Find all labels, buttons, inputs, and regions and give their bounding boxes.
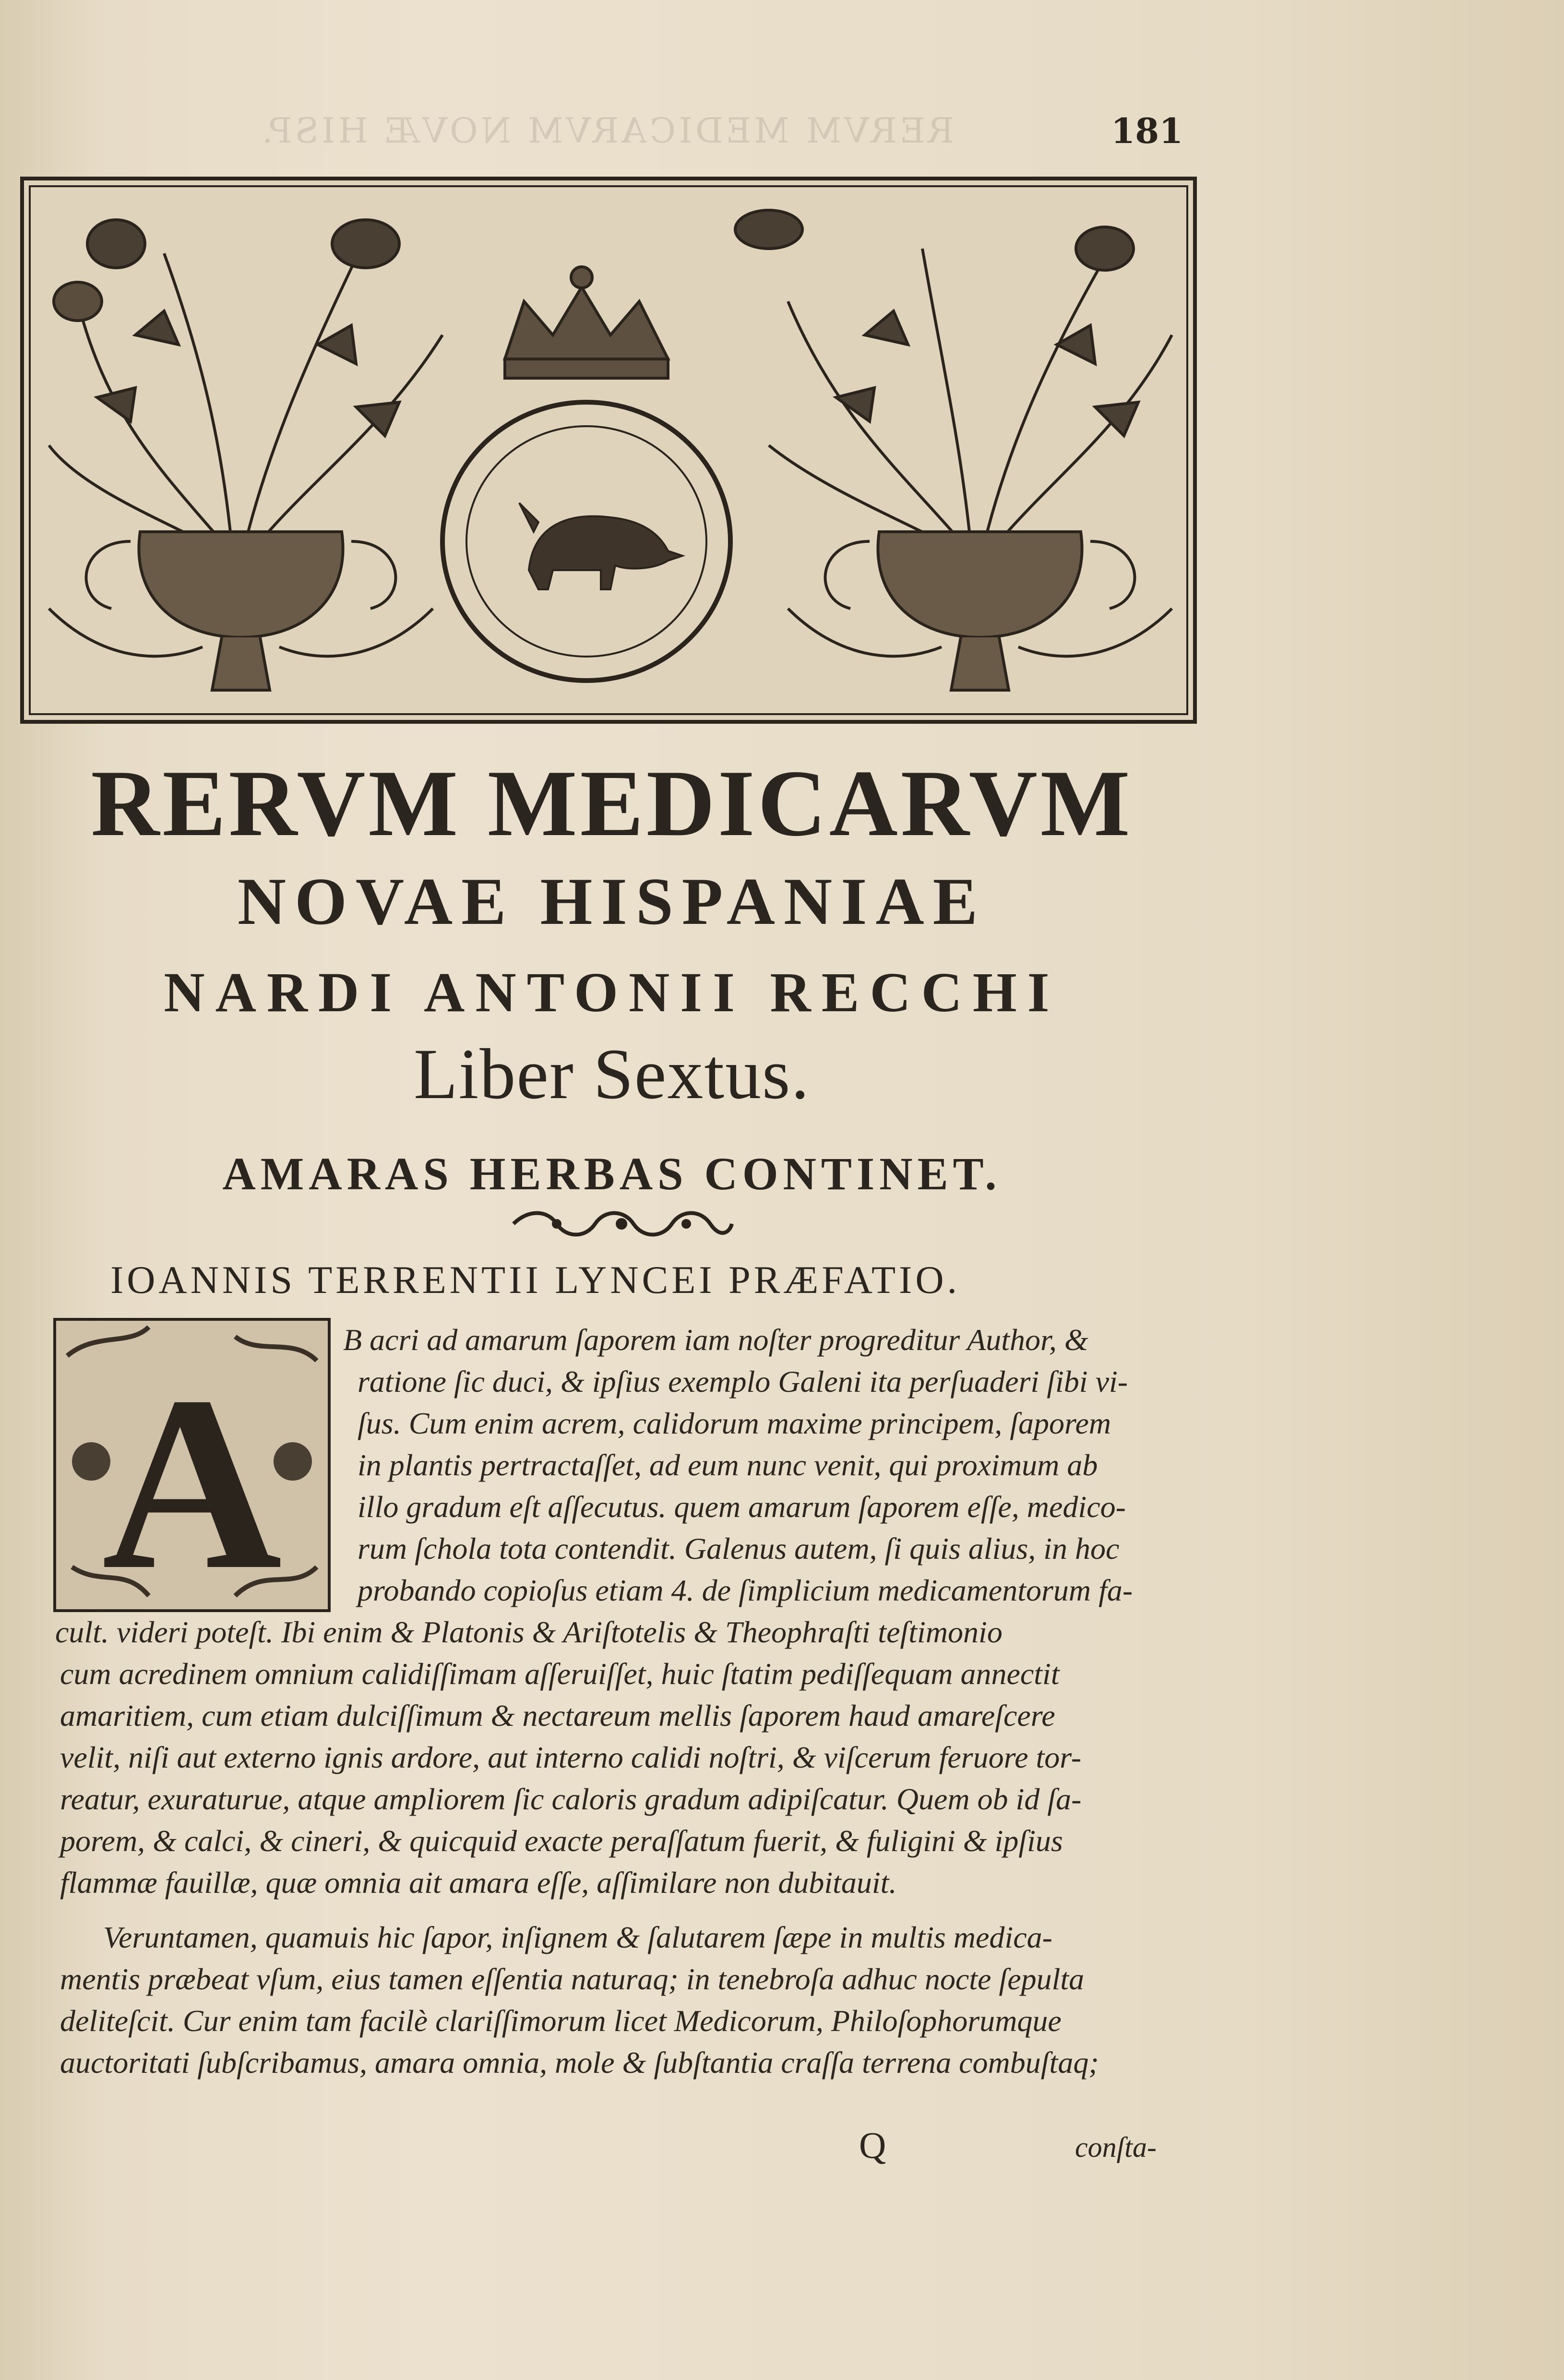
signature-mark: Q [859, 2124, 886, 2166]
preface-line-10: amaritiem, cum etiam dulciſſimum & nectareum mellis ſaporem haud amareſcere [60, 1698, 1055, 1733]
preface-line-13: porem, & calci, & cineri, & quicquid exacte peraſſatum fuerit, & fuligini & ipſius [60, 1824, 1063, 1858]
preface-heading: IOANNIS TERRENTII LYNCEI PRÆFATIO. [110, 1258, 961, 1302]
preface-line-15: Veruntamen, quamuis hic ſapor, inſignem & ſalutarem ſæpe in multis medica- [103, 1920, 1052, 1954]
fleuron-ornament-icon [509, 1209, 734, 1238]
title-line-2: NOVAE HISPANIAE [237, 864, 987, 939]
preface-line-2: ratione ſic duci, & ipſius exemplo Galeni ita perſuaderi ſibi vi- [358, 1364, 1128, 1399]
preface-line-7: probando copioſus etiam 4. de ſimplicium medicamentorum fa- [358, 1573, 1133, 1607]
preface-line-5: illo gradum eſt aſſecutus. quem amarum ſaporem eſſe, medico- [358, 1490, 1126, 1524]
preface-line-12: reatur, exuraturue, atque ampliorem ſic caloris gradum adipiſcatur. Quem ob id ſa- [60, 1782, 1082, 1816]
preface-line-16: mentis præbeat vſum, eius tamen eſſentia naturaq; in tenebroſa adhuc nocte ſepulta [60, 1962, 1085, 1996]
preface-line-9: cum acredinem omnium calidiſſimam aſſeruiſſet, huic ſtatim pediſſequam annectit [60, 1657, 1060, 1691]
preface-line-14: flammæ fauillæ, quæ omnia ait amara eſſe, aſſimilare non dubitauit. [60, 1866, 897, 1900]
title-line-4: Liber Sextus. [414, 1034, 810, 1114]
svg-text:A: A [102, 1345, 282, 1613]
preface-line-1: B acri ad amarum ſaporem iam noſter progreditur Author, & [343, 1323, 1088, 1357]
title-line-1: RERVM MEDICARVM [91, 751, 1133, 856]
running-head-showthrough: RERVM MEDICARVM NOVÆ HISP. [259, 110, 954, 151]
title-line-5: AMARAS HERBAS CONTINET. [222, 1148, 1002, 1199]
woodcut-headpiece [20, 177, 1197, 724]
preface-line-3: ſus. Cum enim acrem, calidorum maxime principem, ſaporem [358, 1406, 1111, 1440]
catchword: conſta- [1075, 2131, 1157, 2163]
preface-line-11: velit, niſi aut externo ignis ardore, aut interno calidi noſtri, & viſcerum feruore tor- [60, 1740, 1082, 1774]
title-line-3: NARDI ANTONII RECCHI [164, 961, 1060, 1024]
preface-line-6: rum ſchola tota contendit. Galenus autem, ſi quis alius, in hoc [358, 1531, 1120, 1566]
preface-line-8: cult. videri poteſt. Ibi enim & Platonis & Ariſtotelis & Theophraſti teſtimonio [55, 1615, 1003, 1649]
page-number: 181 [1111, 110, 1183, 151]
preface-line-4: in plantis pertractaſſet, ad eum nunc venit, qui proximum ab [358, 1448, 1098, 1482]
preface-line-17: deliteſcit. Cur enim tam facilè clariſſimorum licet Medicorum, Philoſophorumque [60, 2004, 1062, 2038]
decorated-initial-a [53, 1317, 331, 1613]
preface-line-18: auctoritati ſubſcribamus, amara omnia, mole & ſubſtantia craſſa terrena combuſtaq; [60, 2045, 1099, 2080]
